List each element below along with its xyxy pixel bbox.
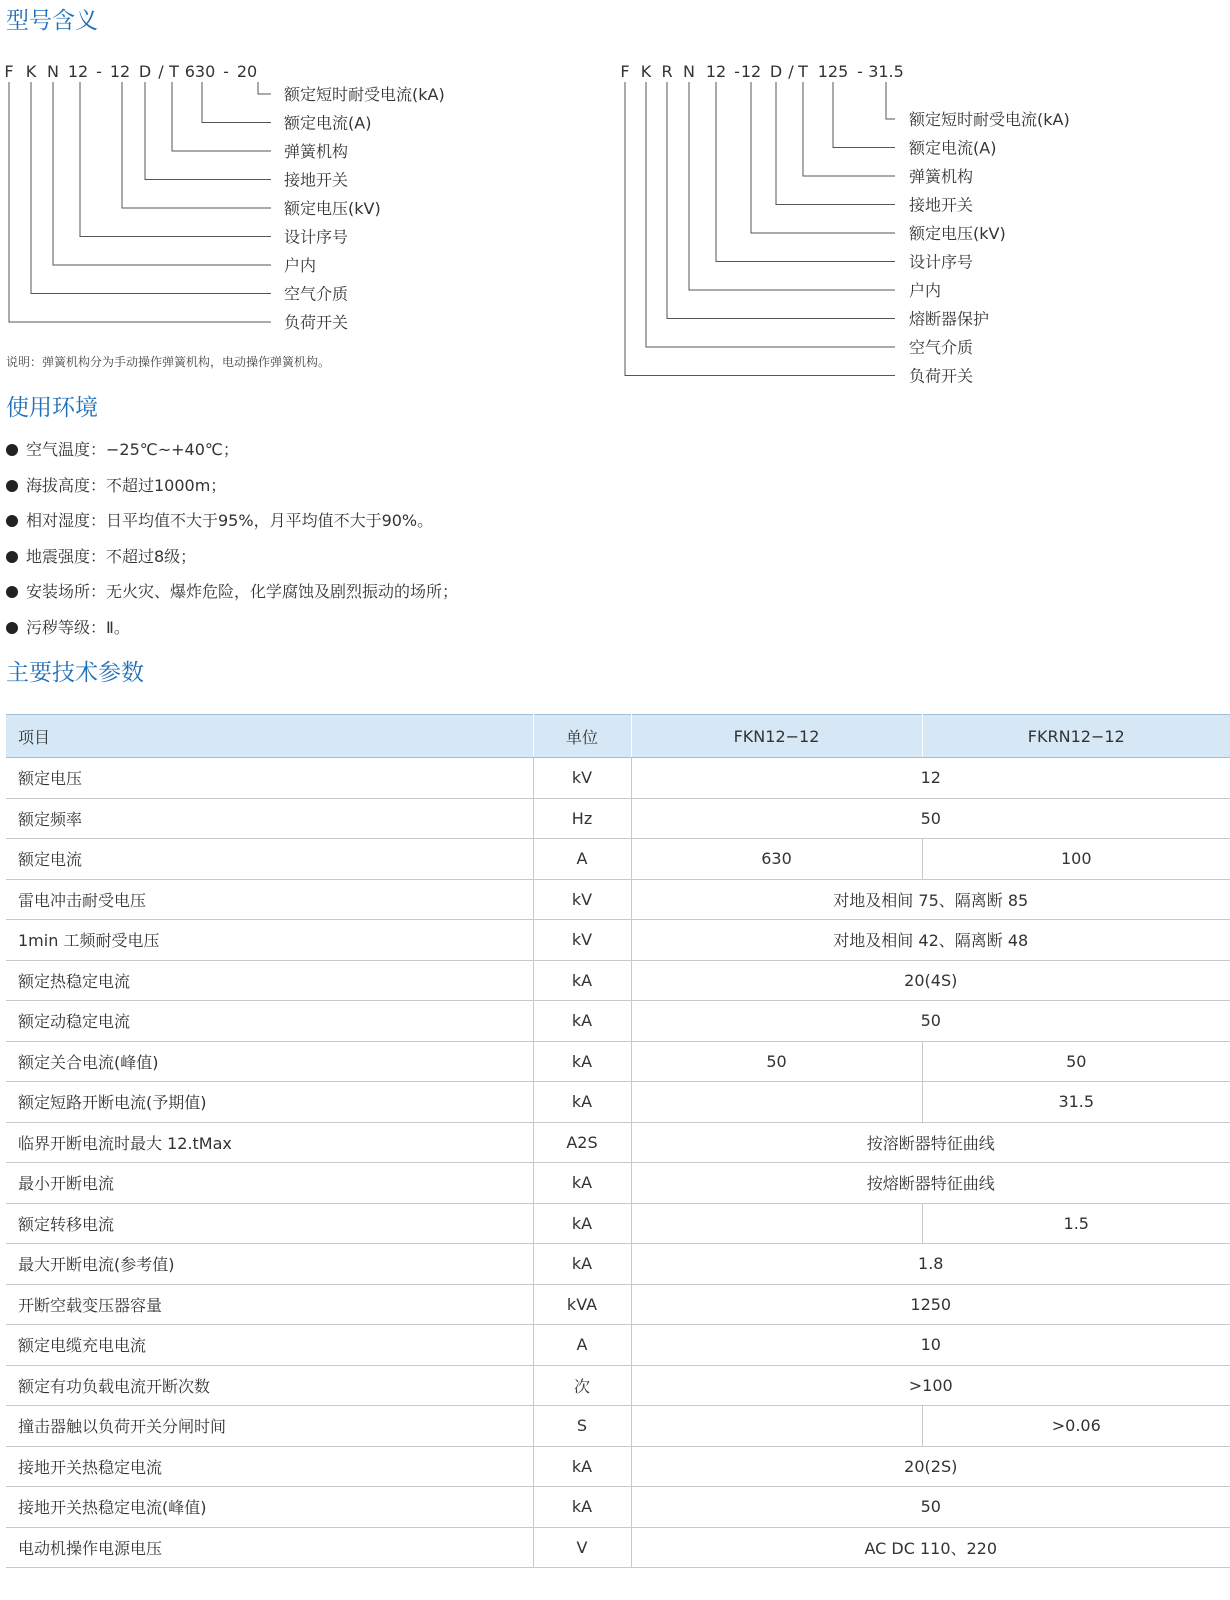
left-code-char: D xyxy=(138,62,152,81)
param-name-cell: 额定关合电流(峰值) xyxy=(6,1041,533,1082)
param-value-fkn-cell xyxy=(631,1406,922,1447)
right-leader-line xyxy=(751,82,895,233)
left-label: 额定短时耐受电流(kA) xyxy=(284,85,445,104)
environment-list xyxy=(6,440,458,653)
left-code-char: F xyxy=(4,62,14,81)
env-item-earthquake: 地震强度：不超过8级； xyxy=(6,547,458,583)
param-value-merged-cell: 20(2S) xyxy=(631,1446,1230,1487)
param-name-cell: 接地开关热稳定电流 xyxy=(6,1446,533,1487)
param-unit-cell: 次 xyxy=(533,1365,631,1406)
right-leader-line xyxy=(625,82,895,376)
table-row xyxy=(6,839,1230,880)
table-row xyxy=(6,1487,1230,1528)
param-unit-cell: kA xyxy=(533,1001,631,1042)
param-name-cell: 撞击器触以负荷开关分闸时间 xyxy=(6,1406,533,1447)
param-name-cell: 接地开关热稳定电流(峰值) xyxy=(6,1487,533,1528)
param-name-cell: 临界开断电流时最大 12.tMax xyxy=(6,1122,533,1163)
param-value-fkrn-cell: 31.5 xyxy=(922,1082,1230,1123)
left-leader-line xyxy=(172,82,271,151)
param-name-cell: 雷电冲击耐受电压 xyxy=(6,879,533,920)
param-unit-cell: kV xyxy=(533,879,631,920)
param-unit-cell: V xyxy=(533,1527,631,1568)
param-unit-cell: kA xyxy=(533,1203,631,1244)
left-code-char: - xyxy=(223,62,229,81)
table-row xyxy=(6,1284,1230,1325)
left-code-char: 12 xyxy=(109,62,131,81)
right-code-char: T xyxy=(798,62,808,81)
param-value-merged-cell: 50 xyxy=(631,1487,1230,1528)
param-value-fkrn-cell: >0.06 xyxy=(922,1406,1230,1447)
param-unit-cell: kA xyxy=(533,1446,631,1487)
left-label: 空气介质 xyxy=(284,284,349,304)
param-unit-cell: kA xyxy=(533,960,631,1001)
param-value-merged-cell: 20(4S) xyxy=(631,960,1230,1001)
param-value-fkn-cell xyxy=(631,1082,922,1123)
right-leader-line xyxy=(667,82,895,319)
right-label: 额定短时耐受电流(kA) xyxy=(909,110,1070,129)
left-label: 额定电流(A) xyxy=(284,113,372,133)
param-value-merged-cell: 50 xyxy=(631,1001,1230,1042)
right-leader-line xyxy=(776,82,895,205)
param-value-fkn-cell: 630 xyxy=(631,839,922,880)
param-value-merged-cell: >100 xyxy=(631,1365,1230,1406)
param-name-cell: 电动机操作电源电压 xyxy=(6,1527,533,1568)
param-name-cell: 最小开断电流 xyxy=(6,1163,533,1204)
param-name-cell: 额定频率 xyxy=(6,798,533,839)
right-code-char: N xyxy=(683,62,695,81)
left-label: 接地开关 xyxy=(284,170,349,190)
env-item-humidity: 相对湿度：日平均值不大于95%，月平均值不大于90%。 xyxy=(6,511,458,547)
spring-mechanism-note: 说明：弹簧机构分为手动操作弹簧机构，电动操作弹簧机构。 xyxy=(6,355,331,369)
right-code-char: D xyxy=(769,62,783,81)
right-label: 熔断器保护 xyxy=(909,309,990,329)
right-leader-line xyxy=(803,82,895,176)
left-diagram xyxy=(4,62,444,332)
right-code-char: - xyxy=(734,62,740,81)
param-name-cell: 额定热稳定电流 xyxy=(6,960,533,1001)
env-item-altitude: 海拔高度：不超过1000m； xyxy=(6,476,458,512)
left-leader-line xyxy=(122,82,271,208)
left-code-char: 12 xyxy=(67,62,89,81)
right-label: 弹簧机构 xyxy=(909,167,974,186)
right-leader-line xyxy=(646,82,895,347)
param-name-cell: 额定有功负载电流开断次数 xyxy=(6,1365,533,1406)
param-value-merged-cell: 对地及相间 42、隔离断 48 xyxy=(631,920,1230,961)
right-label: 额定电压(kV) xyxy=(909,224,1006,243)
table-header-row xyxy=(6,715,1230,758)
param-name-cell: 最大开断电流(参考值) xyxy=(6,1244,533,1285)
right-code-char: 12 xyxy=(705,62,727,81)
header-unit: 单位 xyxy=(533,715,631,758)
right-leader-line xyxy=(689,82,895,290)
env-item-installation: 安装场所：无火灾、爆炸危险，化学腐蚀及剧烈振动的场所； xyxy=(6,582,458,618)
table-row xyxy=(6,1082,1230,1123)
param-unit-cell: kA xyxy=(533,1487,631,1528)
param-value-fkn-cell: 50 xyxy=(631,1041,922,1082)
param-unit-cell: S xyxy=(533,1406,631,1447)
table-row xyxy=(6,920,1230,961)
left-code-char: 630 xyxy=(184,62,216,81)
table-row xyxy=(6,960,1230,1001)
right-code-char: 31.5 xyxy=(868,62,904,81)
right-code-char: - xyxy=(857,62,863,81)
left-label: 户内 xyxy=(284,256,317,275)
env-item-temperature: 空气温度：−25℃~+40℃； xyxy=(6,440,458,476)
left-leader-line xyxy=(9,82,271,322)
param-name-cell: 额定动稳定电流 xyxy=(6,1001,533,1042)
right-label: 额定电流(A) xyxy=(909,138,997,158)
right-label: 接地开关 xyxy=(909,195,974,215)
param-unit-cell: Hz xyxy=(533,798,631,839)
table-row xyxy=(6,1446,1230,1487)
table-row xyxy=(6,1122,1230,1163)
left-code-char: K xyxy=(25,62,37,81)
table-row xyxy=(6,1041,1230,1082)
left-leader-line xyxy=(53,82,271,265)
right-diagram xyxy=(620,62,1069,386)
param-name-cell: 开断空载变压器容量 xyxy=(6,1284,533,1325)
right-code-char: / xyxy=(788,62,794,81)
param-value-merged-cell: 按溶断器特征曲线 xyxy=(631,1122,1230,1163)
right-label: 空气介质 xyxy=(909,338,974,357)
param-name-cell: 额定短路开断电流(予期值) xyxy=(6,1082,533,1123)
model-code-diagrams xyxy=(0,0,1230,400)
param-unit-cell: A2S xyxy=(533,1122,631,1163)
left-code-char: / xyxy=(158,62,164,81)
bullet-icon xyxy=(6,444,18,456)
table-row xyxy=(6,798,1230,839)
right-label: 户内 xyxy=(909,281,942,300)
table-row xyxy=(6,1001,1230,1042)
right-code-char: 12 xyxy=(740,62,762,81)
left-leader-line xyxy=(80,82,271,237)
param-unit-cell: kA xyxy=(533,1041,631,1082)
table-row xyxy=(6,758,1230,799)
section-title-model-meaning: 型号含义 xyxy=(6,8,98,34)
left-code-char: N xyxy=(47,62,59,81)
right-leader-line xyxy=(886,82,895,119)
left-code-char: - xyxy=(96,62,102,81)
table-row xyxy=(6,1365,1230,1406)
header-fkn12: FKN12−12 xyxy=(631,715,922,758)
table-row xyxy=(6,1244,1230,1285)
param-unit-cell: A xyxy=(533,1325,631,1366)
param-name-cell: 额定电缆充电电流 xyxy=(6,1325,533,1366)
table-body xyxy=(6,758,1230,1568)
table-row xyxy=(6,1325,1230,1366)
left-label: 负荷开关 xyxy=(284,313,349,332)
param-value-fkn-cell xyxy=(631,1203,922,1244)
right-label: 设计序号 xyxy=(909,252,974,272)
left-leader-line xyxy=(258,82,271,94)
table-row xyxy=(6,1527,1230,1568)
right-leader-line xyxy=(716,82,895,262)
param-value-merged-cell: AC DC 110、220 xyxy=(631,1527,1230,1568)
left-label: 设计序号 xyxy=(284,227,349,247)
tech-params-table xyxy=(6,714,1230,1568)
right-code-char: 125 xyxy=(817,62,849,81)
param-value-fkrn-cell: 100 xyxy=(922,839,1230,880)
left-code-char: T xyxy=(169,62,179,81)
table-row xyxy=(6,1163,1230,1204)
right-code-char: F xyxy=(620,62,630,81)
param-value-merged-cell: 1.8 xyxy=(631,1244,1230,1285)
param-value-fkrn-cell: 50 xyxy=(922,1041,1230,1082)
left-code-char: 20 xyxy=(236,62,258,81)
param-unit-cell: kV xyxy=(533,920,631,961)
right-label: 负荷开关 xyxy=(909,366,974,386)
bullet-icon xyxy=(6,480,18,492)
param-value-fkrn-cell: 1.5 xyxy=(922,1203,1230,1244)
bullet-icon xyxy=(6,515,18,527)
right-code-char: R xyxy=(661,62,673,81)
param-unit-cell: kA xyxy=(533,1244,631,1285)
param-unit-cell: kV xyxy=(533,758,631,799)
table-row xyxy=(6,879,1230,920)
left-leader-line xyxy=(202,82,271,123)
param-name-cell: 1min 工频耐受电压 xyxy=(6,920,533,961)
table-row xyxy=(6,1406,1230,1447)
param-name-cell: 额定电压 xyxy=(6,758,533,799)
section-title-environment: 使用环境 xyxy=(6,395,98,421)
header-item: 项目 xyxy=(6,715,533,758)
header-fkrn12: FKRN12−12 xyxy=(922,715,1230,758)
left-leader-line xyxy=(31,82,271,294)
param-name-cell: 额定电流 xyxy=(6,839,533,880)
left-label: 弹簧机构 xyxy=(284,142,349,161)
left-label: 额定电压(kV) xyxy=(284,199,381,218)
param-value-merged-cell: 10 xyxy=(631,1325,1230,1366)
param-value-merged-cell: 1250 xyxy=(631,1284,1230,1325)
param-value-merged-cell: 按熔断器特征曲线 xyxy=(631,1163,1230,1204)
section-title-tech-params: 主要技术参数 xyxy=(6,660,144,686)
param-unit-cell: kA xyxy=(533,1082,631,1123)
right-code-char: K xyxy=(640,62,652,81)
param-name-cell: 额定转移电流 xyxy=(6,1203,533,1244)
env-item-pollution: 污秽等级：Ⅱ。 xyxy=(6,618,458,654)
bullet-icon xyxy=(6,586,18,598)
bullet-icon xyxy=(6,622,18,634)
param-unit-cell: kVA xyxy=(533,1284,631,1325)
param-value-merged-cell: 对地及相间 75、隔离断 85 xyxy=(631,879,1230,920)
table-row xyxy=(6,1203,1230,1244)
left-leader-line xyxy=(145,82,271,180)
param-value-merged-cell: 50 xyxy=(631,798,1230,839)
bullet-icon xyxy=(6,551,18,563)
param-unit-cell: kA xyxy=(533,1163,631,1204)
param-value-merged-cell: 12 xyxy=(631,758,1230,799)
param-unit-cell: A xyxy=(533,839,631,880)
